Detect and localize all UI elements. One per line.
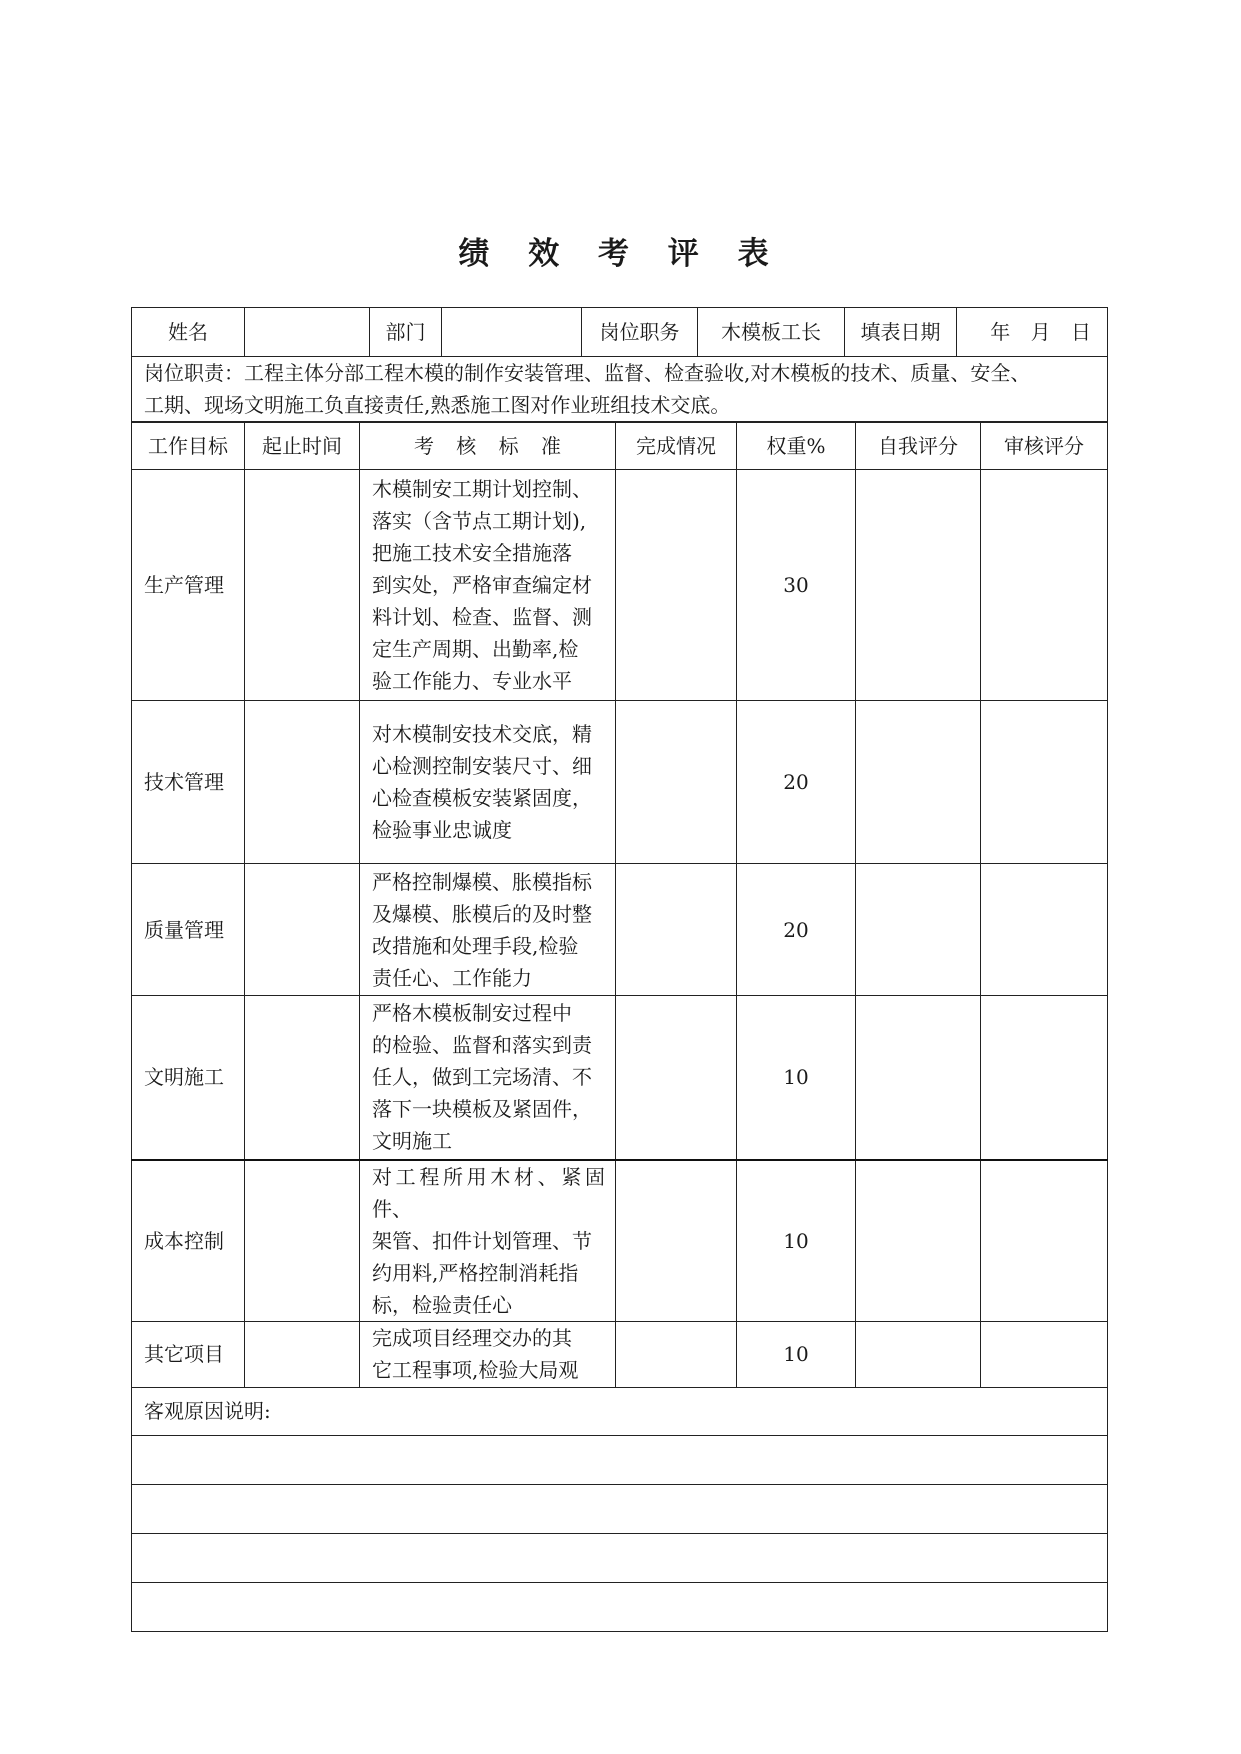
header-time: 起止时间 — [245, 423, 360, 470]
self-score-cell[interactable] — [856, 1321, 981, 1387]
criteria-line: 架管、扣件计划管理、节 — [372, 1228, 592, 1253]
remarks-label-row — [132, 1387, 1108, 1435]
completion-cell[interactable] — [616, 996, 737, 1160]
remarks-line[interactable] — [132, 1582, 1108, 1631]
table-row — [132, 470, 1108, 701]
review-score-cell[interactable] — [981, 996, 1108, 1160]
criteria-line: 严格木模板制安过程中 — [372, 1001, 572, 1026]
duties-line-1: 岗位职责：工程主体分部工程木模的制作安装管理、监督、检查验收,对木模板的技术、质量、安全、 — [144, 361, 1031, 385]
review-score-cell[interactable] — [981, 470, 1108, 701]
table-row — [132, 1160, 1108, 1322]
date-value: 年 月 日 — [990, 320, 1091, 344]
remarks-line[interactable] — [132, 1484, 1108, 1533]
dept-field[interactable] — [442, 308, 582, 357]
goal-cell: 文明施工 — [132, 996, 245, 1160]
time-cell[interactable] — [245, 864, 360, 996]
info-table — [131, 307, 1108, 422]
name-field[interactable] — [245, 308, 370, 357]
weight-cell: 10 — [737, 1321, 856, 1387]
duties-line-2: 工期、现场文明施工负直接责任,熟悉施工图对作业班组技术交底。 — [144, 393, 731, 417]
table-row — [132, 996, 1108, 1160]
criteria-cell — [360, 996, 616, 1160]
duties-cell — [132, 357, 1108, 422]
goal-cell: 成本控制 — [132, 1160, 245, 1322]
time-cell[interactable] — [245, 470, 360, 701]
review-score-cell[interactable] — [981, 1160, 1108, 1322]
header-row — [132, 423, 1108, 470]
criteria-cell — [360, 470, 616, 701]
criteria-line: 验工作能力、专业水平 — [372, 669, 572, 693]
criteria-cell — [360, 1321, 616, 1387]
criteria-line: 完成项目经理交办的其 — [372, 1326, 572, 1350]
self-score-cell[interactable] — [856, 996, 981, 1160]
criteria-line: 检验事业忠诚度 — [372, 818, 512, 842]
criteria-line: 及爆模、胀模后的及时整 — [372, 901, 592, 926]
weight-cell: 20 — [737, 701, 856, 864]
criteria-line: 心检查模板安装紧固度， — [372, 786, 592, 810]
criteria-line: 定生产周期、出勤率,检 — [372, 637, 579, 661]
name-label: 姓名 — [132, 308, 245, 357]
header-completion: 完成情况 — [616, 423, 737, 470]
header-review-score: 审核评分 — [981, 423, 1108, 470]
criteria-line: 对木模制安技术交底，精 — [372, 722, 592, 746]
weight-cell: 10 — [737, 996, 856, 1160]
criteria-cell — [360, 1160, 616, 1322]
time-cell[interactable] — [245, 701, 360, 864]
goal-cell: 技术管理 — [132, 701, 245, 864]
table-row — [132, 701, 1108, 864]
criteria-line: 把施工技术安全措施落 — [372, 541, 572, 565]
date-label: 填表日期 — [845, 308, 957, 357]
criteria-line: 料计划、检查、监督、测 — [372, 605, 592, 629]
position-label: 岗位职务 — [582, 308, 698, 357]
criteria-line: 改措施和处理手段,检验 — [372, 933, 579, 958]
weight-cell: 30 — [737, 470, 856, 701]
table-row — [132, 864, 1108, 996]
self-score-cell[interactable] — [856, 470, 981, 701]
weight-cell: 10 — [737, 1160, 856, 1322]
criteria-line: 约用料,严格控制消耗指 — [372, 1260, 579, 1285]
appraisal-form — [131, 307, 1107, 1632]
criteria-cell — [360, 864, 616, 996]
weight-cell: 20 — [737, 864, 856, 996]
criteria-cell — [360, 701, 616, 864]
table-row — [132, 1321, 1108, 1387]
remarks-line[interactable] — [132, 1435, 1108, 1484]
criteria-line: 责任心、工作能力 — [372, 965, 532, 990]
criteria-line: 严格控制爆模、胀模指标 — [372, 869, 592, 894]
criteria-line: 心检测控制安装尺寸、细 — [372, 754, 592, 778]
time-cell[interactable] — [245, 1321, 360, 1387]
goal-cell: 生产管理 — [132, 470, 245, 701]
completion-cell[interactable] — [616, 470, 737, 701]
time-cell[interactable] — [245, 996, 360, 1160]
header-weight: 权重% — [737, 423, 856, 470]
completion-cell[interactable] — [616, 1321, 737, 1387]
criteria-line: 文明施工 — [372, 1129, 452, 1154]
criteria-line: 的检验、监督和落实到责 — [372, 1033, 592, 1058]
criteria-line: 落实（含节点工期计划), — [372, 509, 587, 533]
remarks-label: 客观原因说明: — [132, 1387, 1108, 1435]
completion-cell[interactable] — [616, 1160, 737, 1322]
criteria-line: 对工程所用木材、紧固件、 — [372, 1164, 605, 1221]
goal-cell: 质量管理 — [132, 864, 245, 996]
criteria-line: 它工程事项,检验大局观 — [372, 1358, 579, 1382]
position-field[interactable]: 木模板工长 — [698, 308, 845, 357]
criteria-line: 木模制安工期计划控制、 — [372, 477, 592, 501]
criteria-line: 任人，做到工完场清、不 — [372, 1065, 592, 1090]
goal-cell: 其它项目 — [132, 1321, 245, 1387]
completion-cell[interactable] — [616, 864, 737, 996]
header-goal: 工作目标 — [132, 423, 245, 470]
date-field[interactable] — [957, 308, 1108, 357]
criteria-line: 到实处，严格审查编定材 — [372, 573, 592, 597]
criteria-line: 标，检验责任心 — [372, 1292, 512, 1317]
review-score-cell[interactable] — [981, 701, 1108, 864]
self-score-cell[interactable] — [856, 864, 981, 996]
dept-label: 部门 — [370, 308, 442, 357]
criteria-line: 落下一块模板及紧固件， — [372, 1097, 592, 1122]
completion-cell[interactable] — [616, 701, 737, 864]
header-self-score: 自我评分 — [856, 423, 981, 470]
review-score-cell[interactable] — [981, 864, 1108, 996]
time-cell[interactable] — [245, 1160, 360, 1322]
header-criteria: 考 核 标 准 — [360, 423, 616, 470]
page-title: 绩 效 考 评 表 — [458, 236, 783, 272]
review-score-cell[interactable] — [981, 1321, 1108, 1387]
self-score-cell[interactable] — [856, 701, 981, 864]
self-score-cell[interactable] — [856, 1160, 981, 1322]
evaluation-table — [131, 422, 1108, 1632]
remarks-line[interactable] — [132, 1533, 1108, 1582]
